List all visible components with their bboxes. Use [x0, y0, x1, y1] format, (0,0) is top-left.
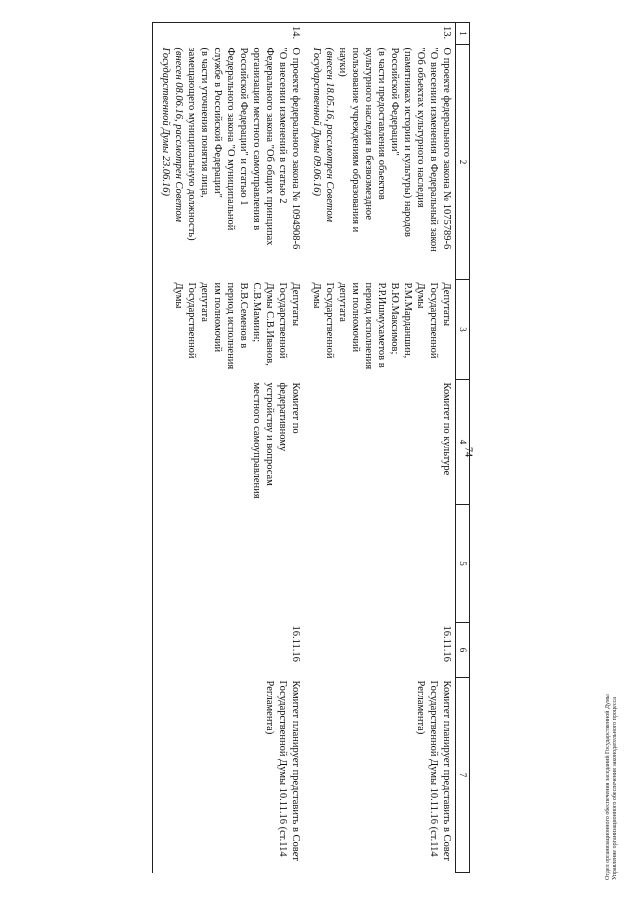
bill-title: О проекте федерального закона № 1094908-6 "О внесении изменений в статью 2 Федерального закона "Об общих принципах организации местного самоуправления в Российской Федерации" и статью 1 Федерального закона "О муниципальной службе в Российской Федерации" (в части уточнения понятия лица, замещающего муниципальную должность) (внесен 08.06.16, рассмотрен Советом Государственной Думы 23.06.16): [153, 45, 305, 280]
column-5-cell: [304, 505, 456, 623]
column-header: 7: [456, 678, 470, 873]
row-number: 13.: [304, 23, 456, 45]
column-5-cell: [153, 505, 305, 623]
column-header: 5: [456, 505, 470, 623]
bills-table: [152, 22, 470, 873]
table-row: [153, 23, 305, 873]
bill-note: (внесен 18.05.16, рассмотрен Советом Государственной Думы 09.06.16): [311, 47, 335, 222]
bill-authors: Депутаты Государственной Думы С.В.Иванов, С.В.Мамиин; В.В.Семенов в период исполнения им полномочий депутата Государственной Думы: [153, 280, 305, 380]
status-cell: Комитет планирует представить в Совет Государственной Думы 10.11.16 (ст.114 Регламента): [415, 680, 452, 861]
document-sheet: [160, 22, 470, 882]
date-cell: 16.11.16: [441, 625, 452, 662]
date-cell: 16.11.16: [153, 623, 305, 678]
column-header: 6: [456, 623, 470, 678]
bill-title: О проекте федерального закона № 1075789-6 "О внесении изменения в Федеральный закон "Об объектах культурного наследия (памятниках истории и культуры) народов Российской Федерации" (в части предоставления объектов культурного наследия в безвозмездное пользование учреждениям образования и науки) (внесен 18.05.16, рассмотрен Советом Государственной Думы 09.06.16): [304, 45, 456, 280]
page-number: 74: [462, 447, 474, 457]
column-header: 1: [456, 23, 470, 45]
column-header: 4: [456, 380, 470, 505]
bill-authors: Депутаты Государственной Думы Р.М.Марданшин, В.Ю.Максимов; Р.Р.Ишмухаметов в период исполнения им полномочий депутата Государственной Думы: [311, 282, 452, 370]
column-header: 2: [456, 45, 470, 280]
status-cell: Комитет планирует представить в Совет Государственной Думы 10.11.16 (ст.114 Регламента): [153, 678, 305, 873]
footer-line: Управление организационного обеспечения законодательного процесса: [612, 697, 618, 880]
row-number: 14.: [153, 23, 305, 45]
table-row: [304, 23, 456, 873]
footer-line: Отдел организационного обеспечения заседаний Государственной Думы: [605, 694, 611, 880]
committee: Комитет по культуре: [441, 382, 452, 476]
page-footer: [605, 460, 619, 880]
bill-note: (внесен 08.06.16, рассмотрен Советом Государственной Думы 23.06.16): [160, 47, 184, 222]
column-header: 3: [456, 280, 470, 380]
committee: Комитет по федеративному устройству и вопросам местного самоуправления: [153, 380, 305, 505]
table-header-row: [456, 23, 470, 873]
